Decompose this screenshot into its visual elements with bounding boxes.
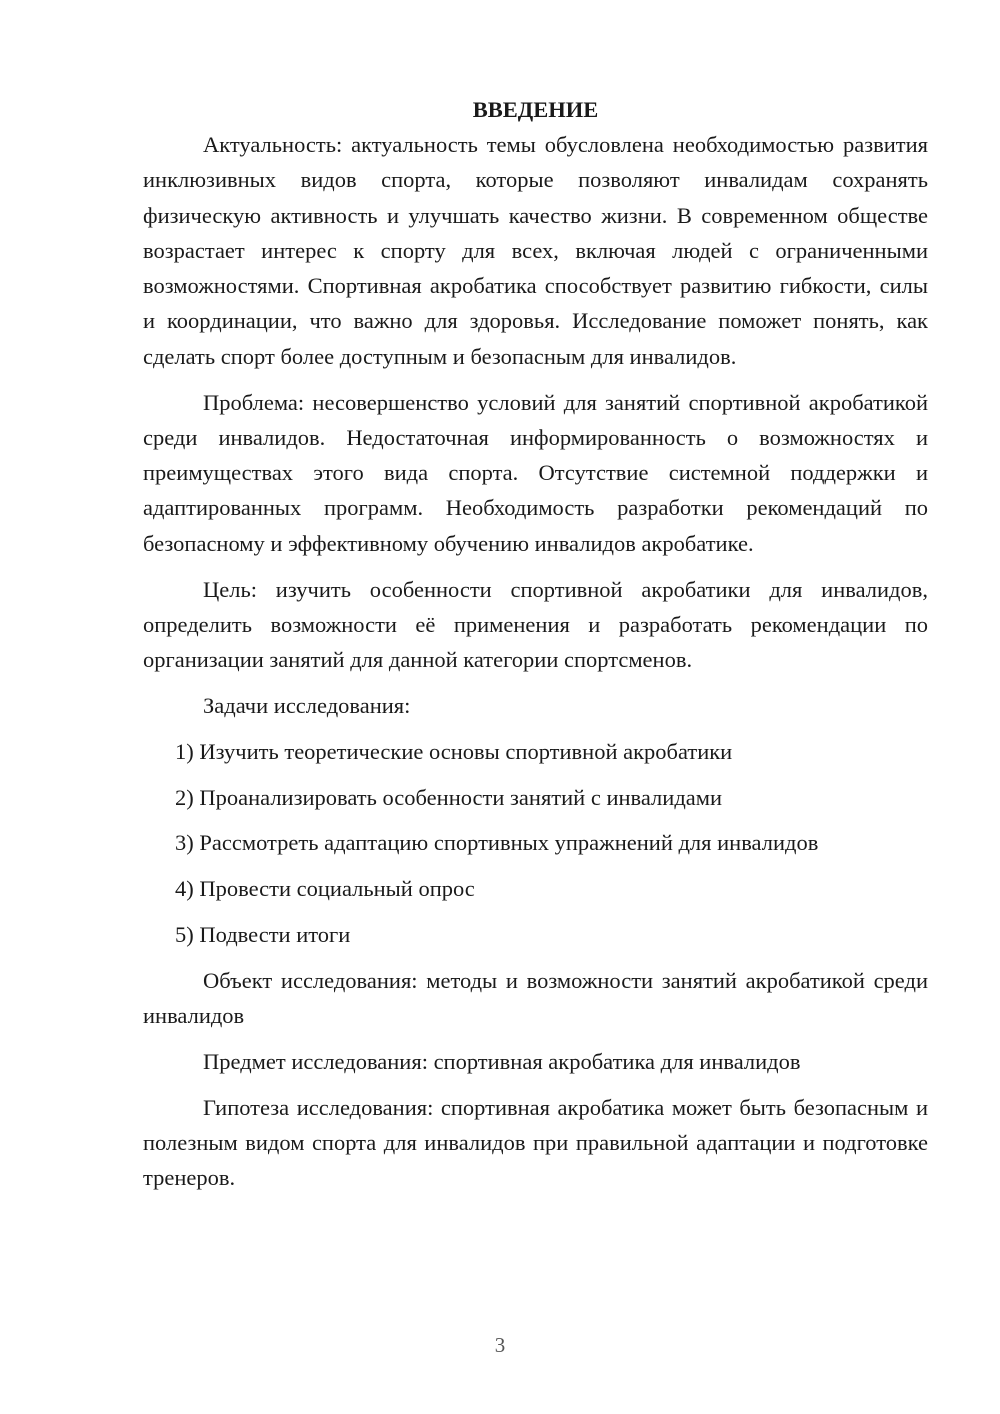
- task-list-item: 2) Проанализировать особенности занятий с инвалидами: [175, 784, 723, 810]
- tasks-heading: Задачи исследования:: [203, 692, 411, 718]
- paragraph-object: Объект исследования: методы и возможности занятий акробатикой среди инвалидов: [143, 967, 928, 1029]
- task-list-item: 1) Изучить теоретические основы спортивной акробатики: [175, 738, 733, 764]
- page-title: ВВЕДЕНИЕ: [472, 97, 599, 122]
- page-number: 3: [494, 1333, 506, 1357]
- paragraph-goal: Цель: изучить особенности спортивной акробатики для инвалидов, определить возможности её применения и разработать рекомендации по организации занятий для данной категории спортсменов.: [143, 576, 928, 673]
- document-body: [143, 92, 928, 1196]
- paragraph-relevance: Актуальность: актуальность темы обусловлена необходимостью развития инклюзивных видов спорта, которые позволяют инвалидам сохранять физическую активность и улучшать качество жизни. В современном обществе возрастает интерес к спорту для всех, включая людей с ограниченными возможностями. Спортивная акробатика способствует развитию гибкости, силы и координации, что важно для здоровья. Исследование поможет понять, как сделать спорт более доступным и безопасным для инвалидов.: [143, 132, 928, 369]
- task-list-item: 5) Подвести итоги: [175, 921, 351, 947]
- task-list-item: 3) Рассмотреть адаптацию спортивных упражнений для инвалидов: [175, 830, 819, 856]
- task-list-item: 4) Провести социальный опрос: [175, 876, 475, 902]
- paragraph-subject: Предмет исследования: спортивная акробатика для инвалидов: [203, 1048, 801, 1074]
- paragraph-hypothesis: Гипотеза исследования: спортивная акробатика может быть безопасным и полезным видом спорта для инвалидов при правильной адаптации и подготовке тренеров.: [143, 1094, 928, 1191]
- paragraph-problem: Проблема: несовершенство условий для занятий спортивной акробатикой среди инвалидов. Недостаточная информированность о возможностях и преимуществах этого вида спорта. Отсутствие системной поддержки и адаптированных программ. Необходимость разработки рекомендаций по безопасному и эффективному обучению инвалидов акробатике.: [143, 389, 928, 556]
